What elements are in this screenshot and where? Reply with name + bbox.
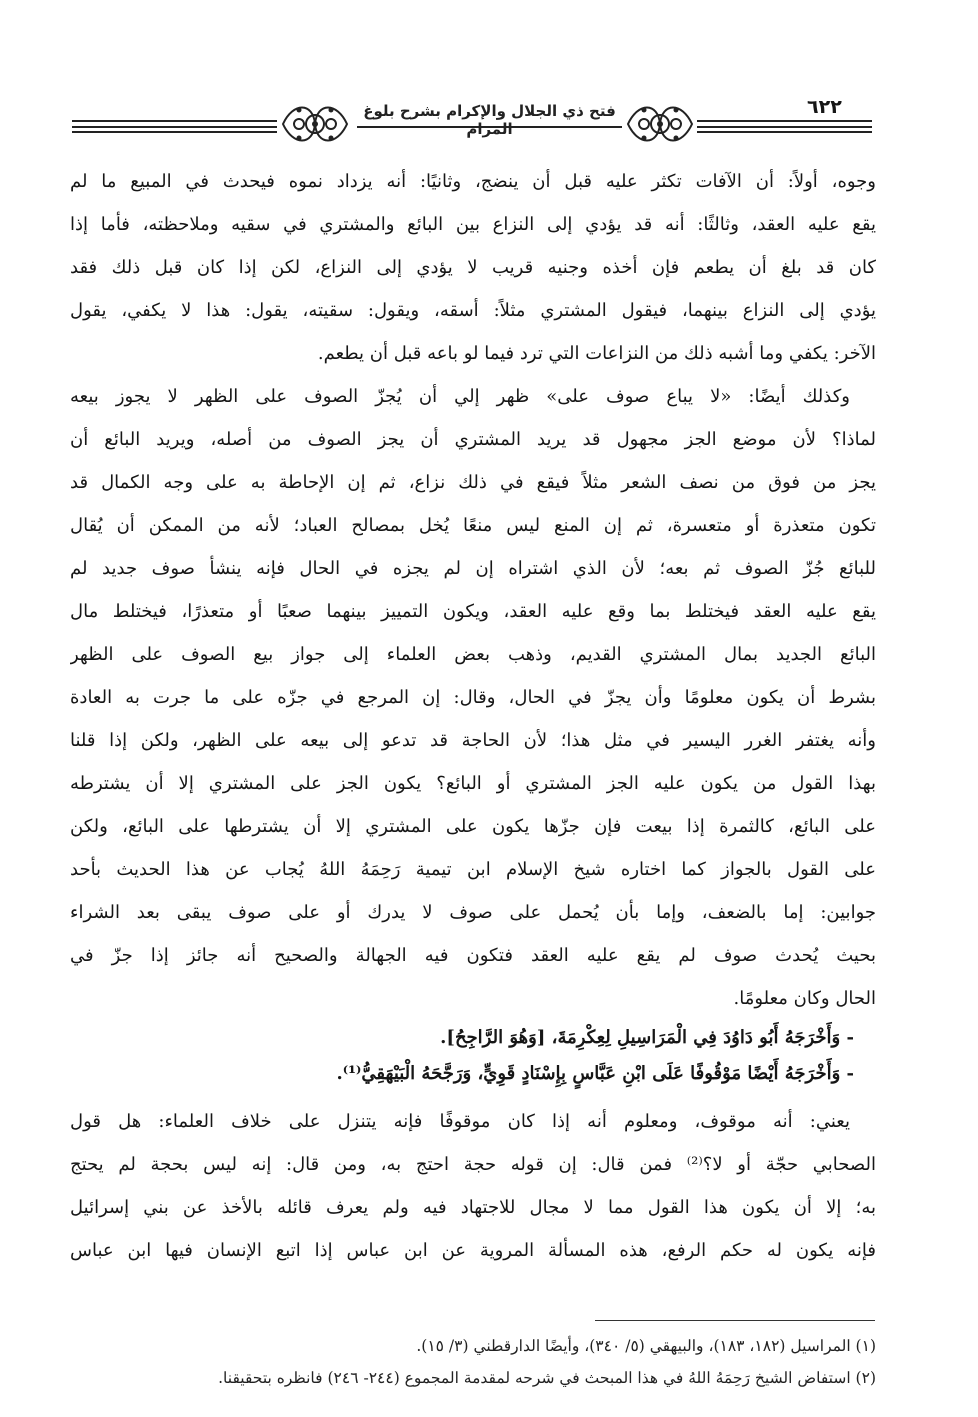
running-title: فتح ذي الجلال والإكرام بشرح بلوغ المرام <box>363 102 616 138</box>
body-line: يعني: أنه موقوف، ومعلوم أنه إذا كان موقوفًا فإنه يتنزل على خلاف العلماء: هل قول <box>70 1111 850 1132</box>
footnote: (١) المراسيل (١٨٢، ١٨٣)، والبيهقي (٥/ ٣٤٠)، وأيضًا الدارقطني (٣/ ١٥). <box>416 1337 876 1355</box>
body-line: يجز من فوق من نصف الشعر مثلاً فيقع في ذلك نزاع، ثم إن الإحاطة به على وجه الكمال قد <box>70 472 876 493</box>
floral-ornament-icon <box>279 96 351 152</box>
footnote: (٢) استفاض الشيخ رَحِمَهُ اللهُ في هذا المبحث في شرحه لمقدمة المجموع (٢٤٤- ٢٤٦) فانظره بتحقيقنا. <box>218 1369 876 1387</box>
body-line: وكذلك أيضًا: «لا يباع صوف على» ظهر إلي أن يُجزّ الصوف على الظهر لا يجوز بيعه <box>70 386 850 407</box>
footnotes <box>70 1330 876 1394</box>
body-text <box>70 160 876 1272</box>
body-line: يقع عليه العقد، وثالثًا: أنه قد يؤدي إلى النزاع بين البائع والمشتري في سقيه وملاحظته، فأما إذا <box>70 214 876 235</box>
header-rule <box>357 126 622 128</box>
hadith-text: - وَأَخْرَجَهُ أَيْضًا مَوْقُوفًا عَلَى ابْنِ عَبَّاسٍ بِإِسْنَادٍ قَوِيٍّ، وَرَجَّحَهُ الْبَيْهَقِيُّ⁽¹⁾. <box>336 1063 854 1084</box>
page-number: ٦٢٢ <box>807 96 842 118</box>
header-rule <box>72 131 277 133</box>
running-header <box>72 90 872 154</box>
body-line: تكون متعذرة أو متعسرة، ثم إن المنع ليس منعًا يُخل بمصالح العباد؛ لأنه من الممكن أن يُقال <box>70 515 876 536</box>
body-line: الصحابي حجّة أو لا؟⁽²⁾ فمن قال: إن قوله حجة احتج به، ومن قال: إنه ليس بحجة لم يحتج <box>70 1154 876 1175</box>
header-rule <box>697 131 872 133</box>
floral-ornament-icon <box>624 96 696 152</box>
body-line: به؛ إلا أن يكون هذا القول مما لا مجال للاجتهاد فيه ولم يعرف قائله بالأخذ عن بني إسرائيل <box>70 1197 876 1218</box>
body-line: وأنه يغتفر الغرر اليسير في مثل هذا؛ لأن الحاجة قد تدعو إلى بيعه على الظهر، ولكن إذا قلنا <box>70 730 876 751</box>
body-line: بحيث يُحدث صوف لم يقع عليه العقد فتكون فيه الجهالة والصحيح أنه جائز إذا جزّ في <box>70 945 876 966</box>
footnote-separator <box>595 1320 875 1321</box>
header-rule <box>72 120 277 122</box>
body-line: لماذا؟ لأن موضع الجز مجهول قد يريد المشتري أن يجز الصوف من أصله، ويريد البائع أن <box>70 429 876 450</box>
header-rule <box>697 120 872 122</box>
body-line: يؤدي إلى النزاع بينهما، فيقول المشتري مثلاً: أسقه، ويقول: سقيته، يقول: هذا لا يكفي، يقول <box>70 300 876 321</box>
body-line: كان قد بلغ أن يطعم فإن أخذه وجنيه قريب لا يؤدي إلى النزاع، لكن إذا كان قبل ذلك فقد <box>70 257 876 278</box>
body-line: وجوه، أولاً: أن الآفات تكثر عليه قبل أن ينضج، وثانيًا: أنه يزداد نموه فيحدث في المبيع ما لم <box>70 171 876 192</box>
header-rule <box>72 126 277 128</box>
body-line: بشرط أن يكون معلومًا وأن يجزّ في الحال، وقال: إن المرجع في جزّه على ما جرت به العادة <box>70 687 876 708</box>
body-line: الآخر: يكفي وما أشبه ذلك من النزاعات التي ترد فيما لو باعه قبل أن يطعم. <box>317 343 876 364</box>
body-line: فإنه يكون له حكم الرفع، هذه المسألة المروية عن ابن عباس إذا اتبع الإنسان فيها ابن عباس <box>70 1240 876 1261</box>
body-line: بهذا القول من يكون عليه الجز المشتري أو البائع؟ يكون الجز على المشتري إلا أن يشترطه <box>70 773 876 794</box>
body-line: الحال وكان معلومًا. <box>733 988 876 1009</box>
body-line: على البائع، كالثمرة إذا بيعت فإن جزّها يكون على المشتري إلا أن يشترطها على البائع، ولكن <box>70 816 876 837</box>
body-line: البائع الجديد بمال المشتري القديم، وذهب بعض العلماء إلى جواز بيع الصوف على الظهر <box>70 644 876 665</box>
body-line: يقع عليه العقد فيختلط بما وقع عليه العقد، ويكون التمييز بينهما صعبًا أو متعذرًا، فيختلط مال <box>70 601 876 622</box>
hadith-text: - وَأَخْرَجَهُ أَبُو دَاوُدَ فِي الْمَرَاسِيلِ لِعِكْرِمَةَ، [وَهُوَ الرَّاجِحُ]. <box>440 1027 854 1048</box>
body-line: على القول بالجواز كما اختاره شيخ الإسلام ابن تيمية رَحِمَهُ اللهُ يُجاب عن هذا الحديث بأحد <box>70 859 876 880</box>
header-rule <box>697 126 872 128</box>
body-line: للبائع جُزّ الصوف ثم بعه؛ لأن الذي اشتراه إن لم يجزه في الحال فإنه ينشأ صوف جديد لم <box>70 558 876 579</box>
body-line: جوابين: إما بالضعف، وإما بأن يُحمل على صوف لا يدرك أو على صوف يبقى بعد الشراء <box>70 902 876 923</box>
